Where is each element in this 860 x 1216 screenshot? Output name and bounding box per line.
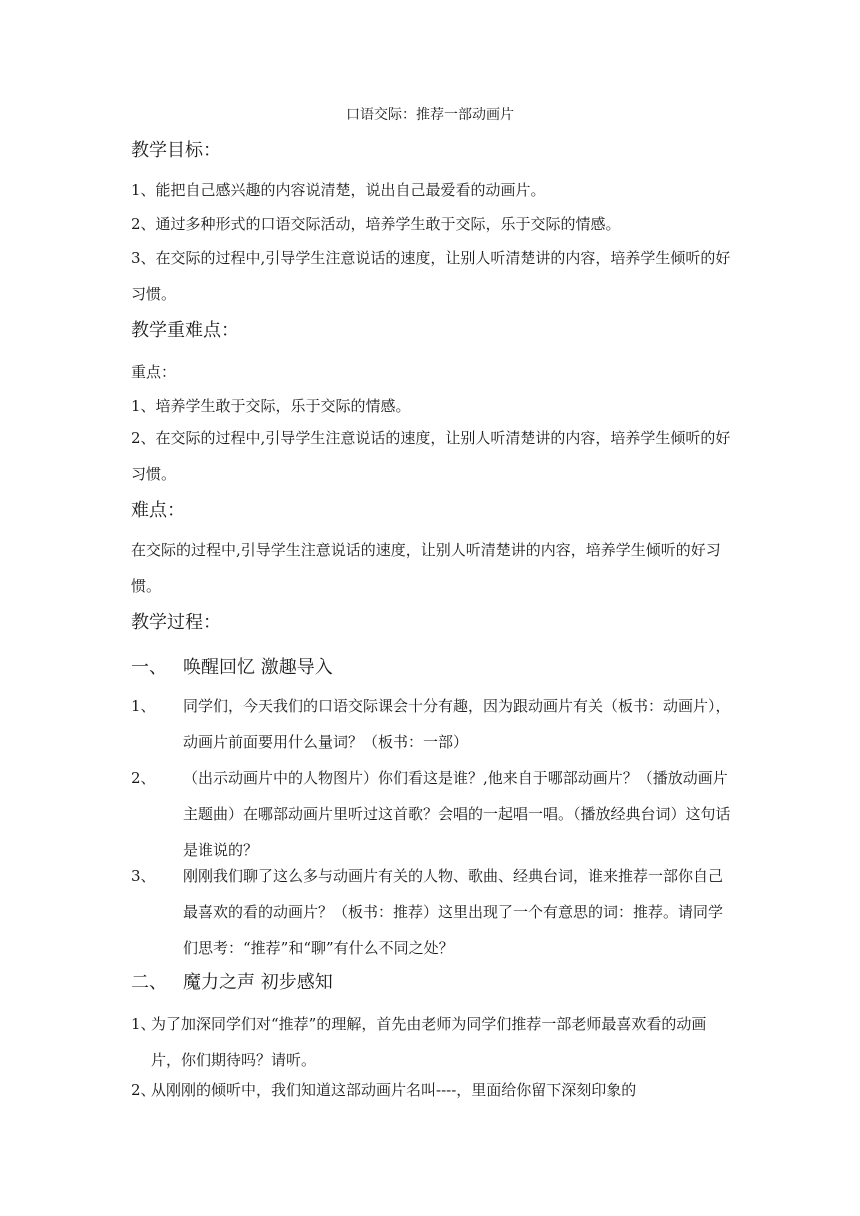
process-item	[131, 688, 735, 760]
process-item	[131, 1072, 735, 1108]
item-text: 从刚刚的倾听中，我们知道这部动画片名叫----，里面给你留下深刻印象的	[151, 1081, 637, 1099]
section-title: 魔力之声 初步感知	[183, 972, 333, 993]
item-number: 2、	[131, 1081, 156, 1099]
section-2-heading	[131, 970, 333, 996]
focus-item: 2、在交际的过程中,引导学生注意说话的速度，让别人听清楚讲的内容，培养学生倾听的好习惯。	[131, 429, 731, 483]
section-number: 二、	[131, 972, 167, 993]
item-text: 为了加深同学们对“推荐”的理解，首先由老师为同学们推荐一部老师最喜欢看的动画片，你们期待吗？请听。	[151, 1015, 707, 1069]
process-item	[131, 858, 735, 966]
process-item	[131, 1006, 735, 1078]
item-text: （出示动画片中的人物图片）你们看这是谁？,他来自于哪部动画片？（播放动画片主题曲）在哪部动画片里听过这首歌？会唱的一起唱一唱。（播放经典台词）这句话是谁说的？	[183, 769, 731, 859]
process-heading: 教学过程：	[131, 612, 221, 633]
item-number: 3、	[131, 867, 156, 885]
focus-item: 1、培养学生敢于交际，乐于交际的情感。	[131, 397, 411, 415]
item-number: 1、	[131, 697, 156, 715]
section-1-heading	[131, 655, 333, 681]
keypoints-heading: 教学重难点：	[131, 320, 239, 341]
focus-label: 重点：	[131, 363, 177, 381]
item-text: 刚刚我们聊了这么多与动画片有关的人物、歌曲、经典台词，谁来推荐一部你自己最喜欢的看的动画片？（板书：推荐）这里出现了一个有意思的词：推荐。请同学们思考：“推荐”和“聊”有什么不同之处？	[183, 867, 724, 957]
item-number: 1、	[131, 1015, 156, 1033]
process-item	[131, 760, 735, 868]
item-text: 同学们，今天我们的口语交际课会十分有趣，因为跟动画片有关（板书：动画片），动画片前面要用什么量词？（板书：一部）	[183, 697, 731, 751]
item-number: 2、	[131, 769, 156, 787]
difficulty-label: 难点：	[131, 500, 185, 521]
goal-item: 1、能把自己感兴趣的内容说清楚，说出自己最爱看的动画片。	[131, 181, 546, 199]
goal-item: 2、通过多种形式的口语交际活动，培养学生敢于交际，乐于交际的情感。	[131, 215, 621, 233]
document-title: 口语交际：推荐一部动画片	[346, 107, 514, 123]
difficulty-text: 在交际的过程中,引导学生注意说话的速度，让别人听清楚讲的内容，培养学生倾听的好习惯。	[131, 541, 721, 595]
section-number: 一、	[131, 657, 167, 678]
goals-heading: 教学目标：	[131, 140, 221, 161]
section-title: 唤醒回忆 激趣导入	[183, 657, 333, 678]
goal-item: 3、在交际的过程中,引导学生注意说话的速度，让别人听清楚讲的内容，培养学生倾听的好习惯。	[131, 249, 731, 303]
